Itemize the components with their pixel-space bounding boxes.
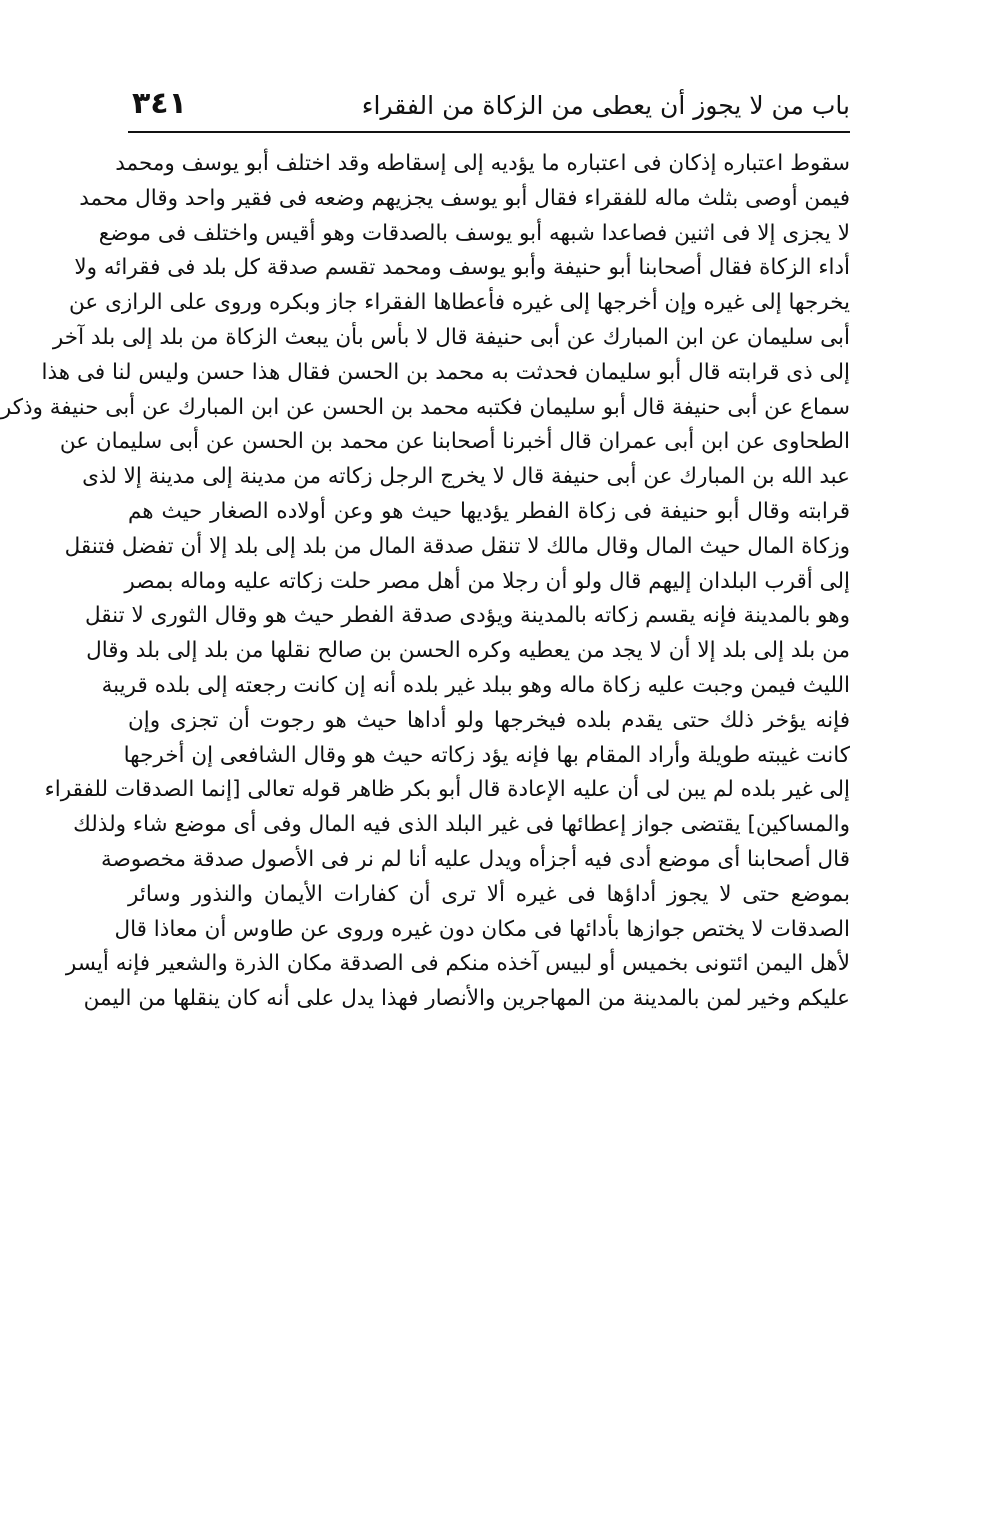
- text-line: وزكاة المال حيث المال وقال مالك لا تنقل صدقة المال من بلد إلى بلد إلا أن تفضل فتنقل: [64, 533, 850, 559]
- text-line: عليكم وخير لمن بالمدينة من المهاجرين والأنصار فهذا يدل على أنه كان ينقلها من اليمن: [83, 986, 850, 1012]
- text-line: وهو بالمدينة فإنه يقسم زكاته بالمدينة ويؤدى صدقة الفطر حيث هو وقال الثورى لا تنقل: [85, 603, 850, 629]
- text-line: من بلد إلى بلد إلا أن لا يجد من يعطيه وكره الحسن بن صالح نقلها من بلد إلى بلد وقال: [86, 638, 850, 664]
- header-rule: [128, 131, 850, 133]
- text-line: إلى غير بلده لم يبن لى أن عليه الإعادة قال أبو بكر ظاهر قوله تعالى [إنما الصدقات للفقراء: [44, 777, 850, 803]
- running-title: باب من لا يجوز أن يعطى من الزكاة من الفقراء: [361, 91, 850, 120]
- text-line: أداء الزكاة فقال أصحابنا أبو حنيفة وأبو يوسف ومحمد تقسم صدقة كل بلد فى فقرائه ولا: [74, 255, 850, 281]
- text-line: يخرجها إلى غيره وإن أخرجها إلى غيره فأعطاها الفقراء جاز وبكره وروى على الرازى عن: [69, 290, 850, 316]
- text-line: إلى أقرب البلدان إليهم قال ولو أن رجلا من أهل مصر حلت زكاته عليه وماله بمصر: [124, 568, 850, 594]
- text-line: سقوط اعتباره إذكان فى اعتباره ما يؤديه إلى إسقاطه وقد اختلف أبو يوسف ومحمد: [115, 151, 850, 176]
- text-line: كانت غيبته طويلة وأراد المقام بها فإنه يؤد زكاته حيث هو وقال الشافعى إن أخرجها: [123, 742, 850, 768]
- text-line: الصدقات لا يختص جوازها بأدائها فى مكان دون غيره وروى عن طاوس أن معاذا قال: [114, 916, 850, 942]
- text-line: لا يجزى إلا فى اثنين فصاعدا شبهه أبو يوسف بالصدقات وهو أقيس واختلف فى موضع: [98, 220, 850, 246]
- text-line: أبى سليمان عن ابن المبارك عن أبى حنيفة قال لا بأس بأن يبعث الزكاة من بلد إلى بلد آخر: [52, 324, 850, 350]
- text-line: قال أصحابنا أى موضع أدى فيه أجزأه ويدل عليه أنا لم نر فى الأصول صدقة مخصوصة: [101, 846, 850, 872]
- page-header: [128, 84, 850, 128]
- text-line: عبد الله بن المبارك عن أبى حنيفة قال لا يخرج الرجل زكاته من مدينة إلى مدينة إلا لذى: [82, 464, 850, 490]
- text-line: والمساكين] يقتضى جواز إعطائها فى غير البلد الذى فيه المال وفى أى موضع شاء ولذلك: [73, 812, 850, 838]
- text-line: بموضع حتى لا يجوز أداؤها فى غيره ألا ترى أن كفارات الأيمان والنذور وسائر: [128, 881, 850, 907]
- text-line: سماع عن أبى حنيفة قال أبو سليمان فكتبه محمد بن الحسن عن ابن المبارك عن أبى حنيفة وذكر: [0, 394, 850, 420]
- text-line: لأهل اليمن ائتونى بخميس أو لبيس آخذه منكم فى الصدقة مكان الذرة والشعير فإنه أيسر: [65, 951, 850, 977]
- text-line: الطحاوى عن ابن أبى عمران قال أخبرنا أصحابنا عن محمد بن الحسن عن أبى سليمان عن: [59, 429, 850, 455]
- text-line: قرابته وقال أبو حنيفة فى زكاة الفطر يؤديها حيث هو وعن أولاده الصغار حيث هم: [128, 498, 850, 524]
- text-line: إلى ذى قرابته قال أبو سليمان فحدثت به محمد بن الحسن فقال هذا حسن وليس لنا فى هذا: [41, 359, 850, 385]
- text-line: فيمن أوصى بثلث ماله للفقراء فقال أبو يوسف يجزيهم وضعه فى فقير واحد وقال محمد: [79, 185, 850, 211]
- text-line: فإنه يؤخر ذلك حتى يقدم بلده فيخرجها ولو أداها حيث هو رجوت أن تجزى وإن: [128, 707, 850, 733]
- text-line: الليث فيمن وجبت عليه زكاة ماله وهو ببلد غير بلده أنه إن كانت رجعته إلى بلده قريبة: [101, 672, 850, 698]
- page-number: ٣٤١: [132, 86, 187, 121]
- body-text: [0, 147, 850, 1017]
